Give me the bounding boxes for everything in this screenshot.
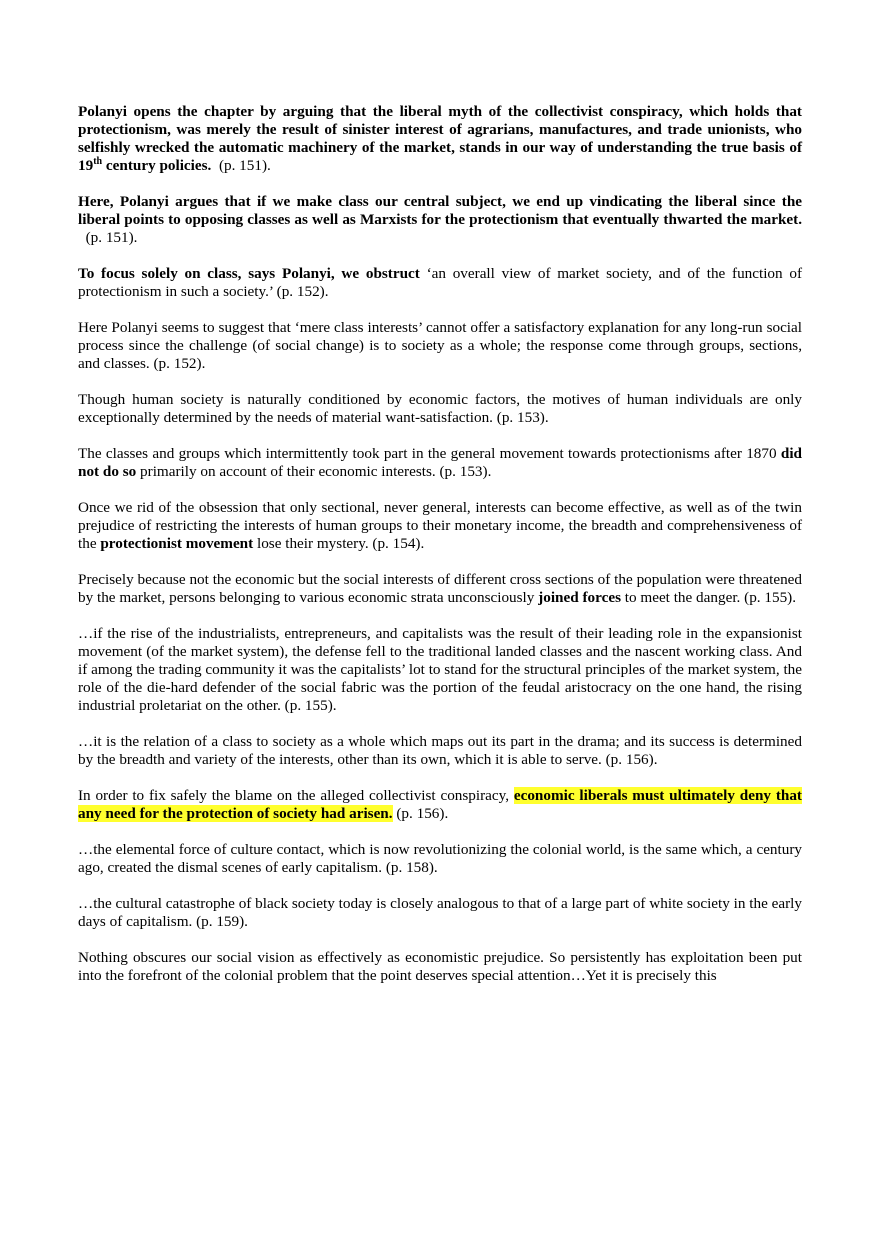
paragraph-text: …the cultural catastrophe of black society today is closely analogous to that of a large part of white society in the early days of capitalism. (p. 159).: [78, 895, 802, 930]
bold-text: century policies.: [102, 157, 212, 174]
paragraph-5: [78, 391, 802, 427]
superscript-th: th: [93, 156, 103, 167]
paragraph-9: [78, 625, 802, 715]
paragraph-text: (p. 156).: [392, 805, 449, 822]
paragraph-11: [78, 787, 802, 823]
paragraph-text: Precisely because not the economic but the social interests of different cross sections of the population were threatened by the market, persons belonging to various economic strata unconsciously: [78, 571, 802, 606]
paragraph-text: ‘an overall view of market society, and of the function of protectionism in such a society.’ (p. 152).: [78, 265, 802, 300]
bold-text: joined forces: [538, 589, 621, 606]
paragraph-4: [78, 319, 802, 373]
paragraph-text: lose their mystery. (p. 154).: [253, 535, 425, 552]
page-citation: (p. 151).: [211, 157, 271, 174]
paragraph-7: [78, 499, 802, 553]
bold-text: protectionist movement: [100, 535, 254, 552]
paragraph-text: …it is the relation of a class to society as a whole which maps out its part in the drama; and its success is determined by the breadth and variety of the interests, other than its own, which it is able to serve. (p. 156).: [78, 733, 802, 768]
bold-text: Here, Polanyi argues that if we make class our central subject, we end up vindicating the liberal since the liberal points to opposing classes as well as Marxists for the protectionism that eventually thwarted the market.: [78, 193, 802, 228]
paragraph-text: The classes and groups which intermittently took part in the general movement towards protectionisms after 1870: [78, 445, 781, 462]
paragraph-text: Once we rid of the obsession that only sectional, never general, interests can become effective, as well as of the twin prejudice of restricting the interests of human groups to their monetary income, the breadth and comprehensiveness of the: [78, 499, 802, 552]
paragraph-10: [78, 733, 802, 769]
paragraph-text: …the elemental force of culture contact, which is now revolutionizing the colonial world, is the same which, a century ago, created the dismal scenes of early capitalism. (p. 158).: [78, 841, 802, 876]
bold-text: To focus solely on class, says Polanyi, we obstruct: [78, 265, 420, 282]
paragraph-13: [78, 895, 802, 931]
paragraph-text: Though human society is naturally conditioned by economic factors, the motives of human individuals are only exceptionally determined by the needs of material want-satisfaction. (p. 153).: [78, 391, 802, 426]
paragraph-text: Nothing obscures our social vision as effectively as economistic prejudice. So persistently has exploitation been put into the forefront of the colonial problem that the point deserves special attention…Yet it is precisely this: [78, 949, 802, 984]
paragraph-6: [78, 445, 802, 481]
bold-text: Polanyi opens the chapter by arguing that the liberal myth of the collectivist conspiracy, which holds that protectionism, was merely the result of sinister interest of agrarians, manufactures, and trade unionists, who selfishly wrecked the automatic machinery of the market, stands in our way of understanding the true basis of 19: [78, 103, 802, 174]
paragraph-1: [78, 103, 802, 175]
paragraph-text: Here Polanyi seems to suggest that ‘mere class interests’ cannot offer a satisfactory explanation for any long-run social process since the challenge (of social change) is to society as a whole; the response come through groups, sections, and classes. (p. 152).: [78, 319, 802, 372]
paragraph-8: [78, 571, 802, 607]
paragraph-text: primarily on account of their economic interests. (p. 153).: [136, 463, 492, 480]
highlighted-text: economic liberals must ultimately deny that any need for the protection of society had arisen.: [78, 787, 802, 822]
document-page: [78, 103, 802, 1003]
page-citation: (p. 151).: [78, 229, 138, 246]
paragraph-12: [78, 841, 802, 877]
bold-text: did not do so: [78, 445, 802, 480]
paragraph-14: [78, 949, 802, 985]
paragraph-text: to meet the danger. (p. 155).: [620, 589, 797, 606]
paragraph-3: [78, 265, 802, 301]
paragraph-text: …if the rise of the industrialists, entrepreneurs, and capitalists was the result of their leading role in the expansionist movement (of the market system), the defense fell to the traditional landed classes and the nascent working class. And if among the trading community it was the capitalists’ lot to stand for the structural principles of the market system, the role of the die-hard defender of the social fabric was the portion of the feudal aristocracy on the one hand, the rising industrial proletariat on the other. (p. 155).: [78, 625, 802, 714]
paragraph-text: In order to fix safely the blame on the alleged collectivist conspiracy,: [78, 787, 514, 804]
paragraph-2: [78, 193, 802, 247]
